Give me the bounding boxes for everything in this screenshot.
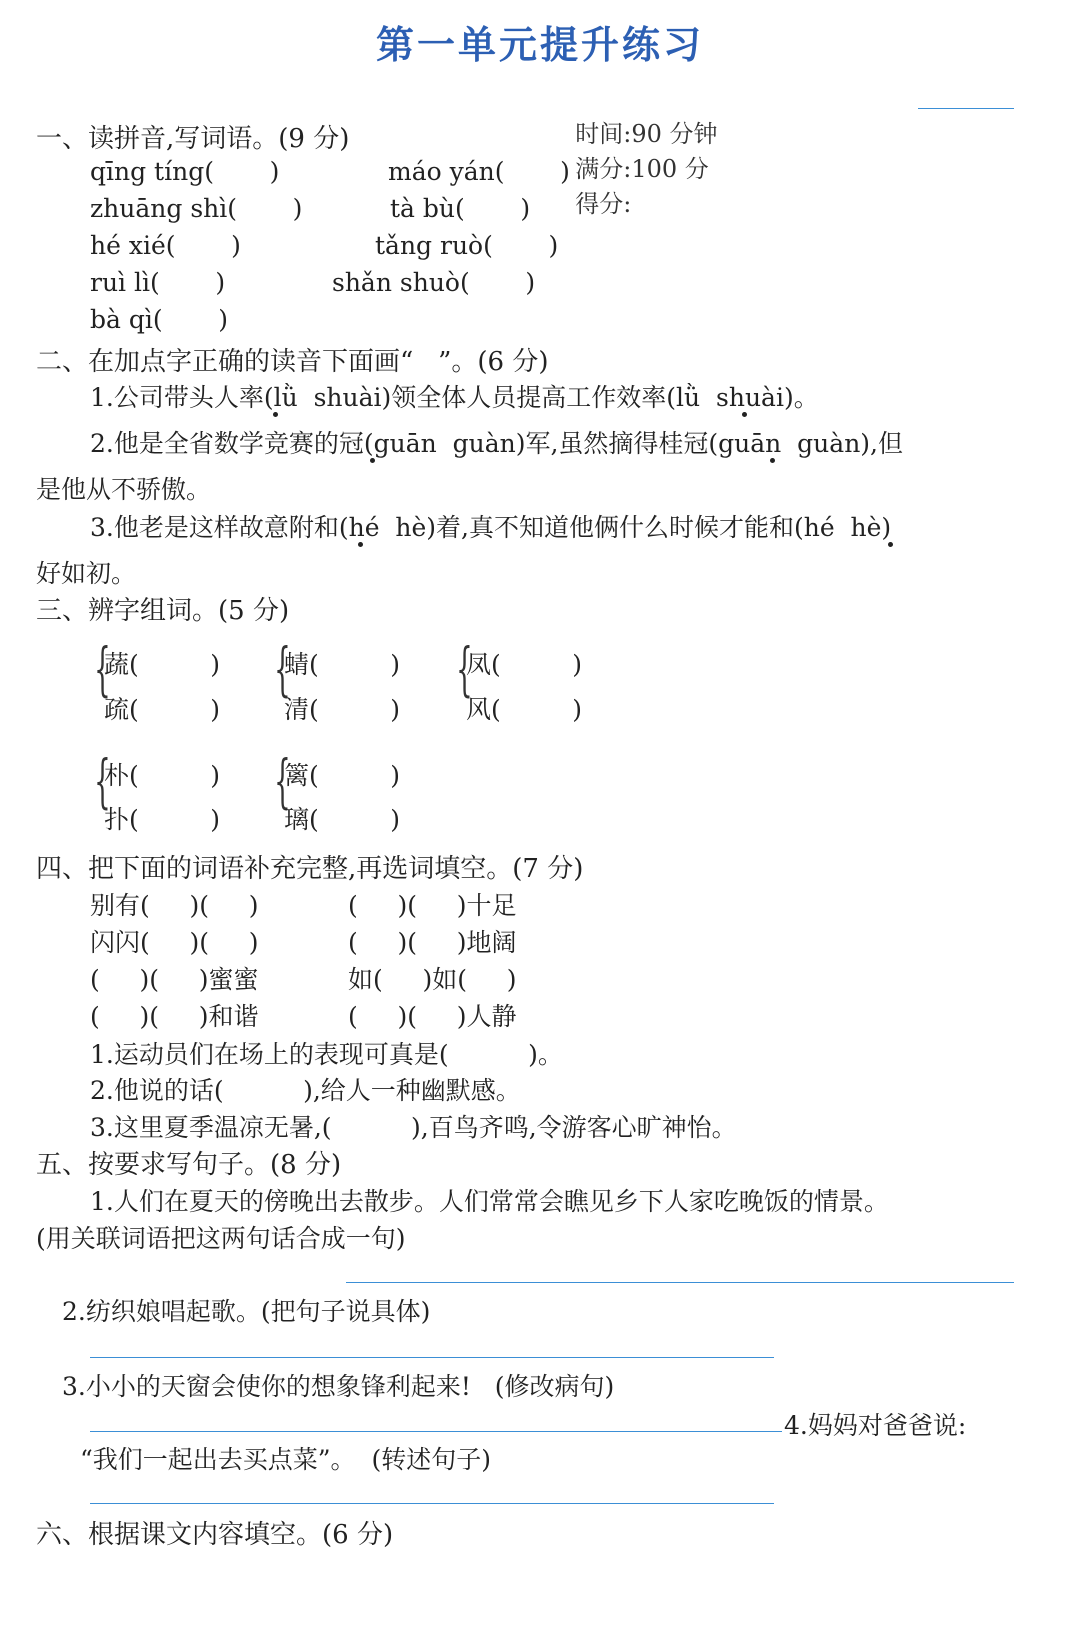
section-4-heading: 四、把下面的词语补充完整,再选词填空。(7 分) — [36, 854, 584, 884]
fill-question-2[interactable]: 2.他说的话( ),给人一种幽默感。 — [90, 1076, 521, 1105]
char-item[interactable]: 篱( ) — [284, 761, 401, 790]
sentence-question-4: 4.妈妈对爸爸说: — [784, 1411, 967, 1440]
idiom-item[interactable]: ( )( )十足 — [348, 891, 517, 920]
emphasis-dot — [273, 412, 278, 417]
char-item[interactable]: 蔬( ) — [104, 650, 221, 679]
pinyin-item[interactable]: zhuāng shì( ) — [90, 194, 303, 223]
emphasis-dot — [370, 458, 375, 463]
idiom-item[interactable]: 别有( )( ) — [90, 891, 259, 920]
question-2-2-cont: 是他从不骄傲。 — [36, 475, 212, 504]
question-2-3: 3.他老是这样故意附和(hé hè)着,真不知道他俩什么时候才能和(hé hè) — [90, 513, 892, 542]
sentence-question-4-quote: “我们一起出去买点菜”。 (转述句子) — [80, 1445, 491, 1474]
emphasis-dot — [888, 542, 893, 547]
section-1-heading: 一、读拼音,写词语。(9 分) — [36, 124, 350, 154]
section-6-heading: 六、根据课文内容填空。(6 分) — [36, 1520, 394, 1550]
idiom-item[interactable]: ( )( )地阔 — [348, 928, 517, 957]
pinyin-item[interactable]: hé xié( ) — [90, 231, 241, 260]
answer-line[interactable] — [90, 1357, 774, 1358]
brace-icon: { — [274, 635, 291, 703]
answer-line[interactable] — [90, 1431, 782, 1432]
pinyin-item[interactable]: ruì lì( ) — [90, 268, 226, 297]
pinyin-item[interactable]: tà bù( ) — [390, 194, 531, 223]
answer-line[interactable] — [346, 1282, 1014, 1283]
full-score: 满分:100 分 — [575, 155, 709, 183]
char-item[interactable]: 凤( ) — [466, 650, 583, 679]
sentence-question-1: 1.人们在夏天的傍晚出去散步。人们常常会瞧见乡下人家吃晚饭的情景。 — [90, 1187, 889, 1216]
char-item[interactable]: 风( ) — [466, 695, 583, 724]
section-5-heading: 五、按要求写句子。(8 分) — [36, 1150, 342, 1180]
sentence-question-3: 3.小小的天窗会使你的想象锋利起来! (修改病句) — [62, 1372, 615, 1401]
char-item[interactable]: 疏( ) — [104, 695, 221, 724]
sentence-question-2: 2.纺织娘唱起歌。(把句子说具体) — [62, 1297, 431, 1326]
brace-icon: { — [456, 635, 473, 703]
emphasis-dot — [770, 458, 775, 463]
answer-line[interactable] — [90, 1503, 774, 1504]
pinyin-item[interactable]: máo yán( ) — [388, 157, 570, 186]
char-item[interactable]: 清( ) — [284, 695, 401, 724]
char-item[interactable]: 扑( ) — [104, 805, 221, 834]
question-2-1: 1.公司带头人率(lǜ shuài)领全体人员提高工作效率(lǜ shuài)。 — [90, 383, 819, 412]
pinyin-item[interactable]: shǎn shuò( ) — [332, 268, 536, 297]
fill-question-1[interactable]: 1.运动员们在场上的表现可真是( )。 — [90, 1040, 563, 1069]
char-item[interactable]: 朴( ) — [104, 761, 221, 790]
pinyin-item[interactable]: qīng tíng( ) — [90, 157, 280, 186]
page-title: 第一单元提升练习 — [375, 22, 704, 67]
idiom-item[interactable]: ( )( )蜜蜜 — [90, 965, 259, 994]
section-3-heading: 三、辨字组词。(5 分) — [36, 596, 290, 626]
char-item[interactable]: 璃( ) — [284, 805, 401, 834]
time-limit: 时间:90 分钟 — [575, 120, 718, 148]
idiom-item[interactable]: 如( )如( ) — [348, 965, 517, 994]
brace-icon: { — [94, 747, 111, 815]
char-item[interactable]: 蜻( ) — [284, 650, 401, 679]
emphasis-dot — [742, 412, 747, 417]
score-blank[interactable] — [918, 108, 1014, 109]
section-2-heading: 二、在加点字正确的读音下面画“ ”。(6 分) — [36, 347, 549, 377]
pinyin-item[interactable]: bà qì( ) — [90, 305, 228, 334]
idiom-item[interactable]: 闪闪( )( ) — [90, 928, 259, 957]
pinyin-item[interactable]: tǎng ruò( ) — [375, 231, 559, 260]
sentence-question-1-hint: (用关联词语把这两句话合成一句) — [36, 1224, 406, 1253]
exam-meta — [560, 86, 740, 219]
question-2-2: 2.他是全省数学竞赛的冠(guān guàn)军,虽然摘得桂冠(guān guàn),但 — [90, 429, 903, 458]
idiom-item[interactable]: ( )( )人静 — [348, 1002, 517, 1031]
idiom-item[interactable]: ( )( )和谐 — [90, 1002, 259, 1031]
brace-icon: { — [94, 635, 111, 703]
emphasis-dot — [358, 542, 363, 547]
fill-question-3[interactable]: 3.这里夏季温凉无暑,( ),百鸟齐鸣,令游客心旷神怡。 — [90, 1113, 737, 1142]
question-2-3-cont: 好如初。 — [36, 559, 137, 588]
brace-icon: { — [274, 747, 291, 815]
score-label: 得分: — [575, 190, 632, 218]
